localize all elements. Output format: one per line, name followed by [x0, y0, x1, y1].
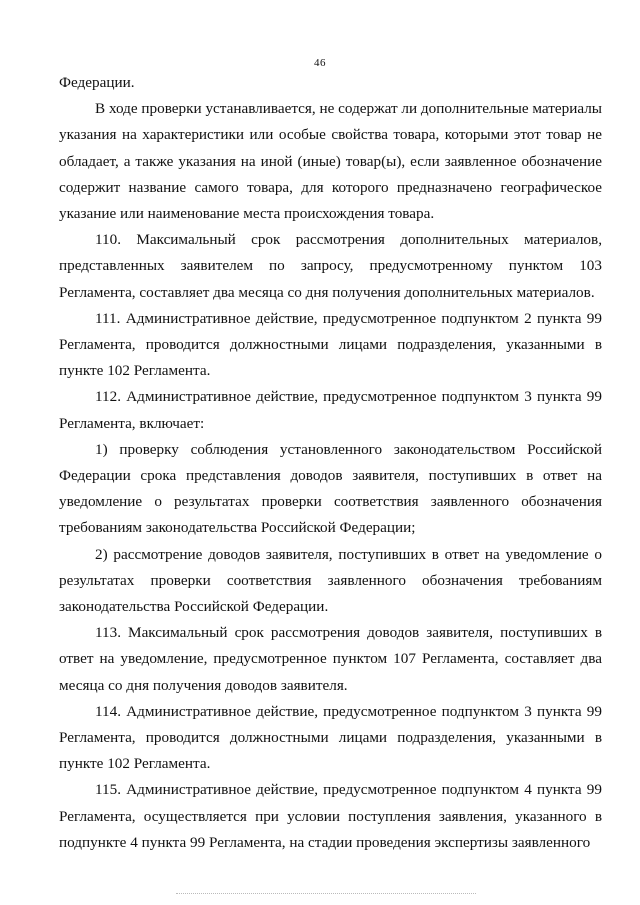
paragraph-114: 114. Административное действие, предусмотренное подпунктом 3 пункта 99 Регламента, проводится должностными лицами подразделения, указанными в пункте 102 Регламента.: [59, 702, 602, 773]
paragraph-verification: В ходе проверки устанавливается, не содержат ли дополнительные материалы указания на характеристики или особые свойства товара, которыми этот товар не обладает, а также указания на иной (иные) товар(ы), если заявленное обозначение содержит название самого товара, для которого предназначено географическое указание или наименование места происхождения товара.: [59, 100, 602, 223]
paragraph-continuation: Федерации.: [59, 74, 135, 91]
paragraph-110: 110. Максимальный срок рассмотрения дополнительных материалов, представленных заявителем по запросу, предусмотренному пунктом 103 Регламента, составляет два месяца со дня получения дополнительных материалов.: [59, 231, 602, 301]
paragraph-112-item-1: 1) проверку соблюдения установленного законодательством Российской Федерации срока представления доводов заявителя, поступивших в ответ на уведомление о результатах проверки соответствия заявленного обозначения требованиям законодательства Российской Федерации;: [59, 440, 602, 537]
scan-edge-divider: [176, 893, 476, 894]
paragraph-111: 111. Административное действие, предусмотренное подпунктом 2 пункта 99 Регламента, проводится должностными лицами подразделения, указанными в пункте 102 Регламента.: [59, 309, 602, 380]
paragraph-112-item-2: 2) рассмотрение доводов заявителя, поступивших в ответ на уведомление о результатах проверки соответствия заявленного обозначения требованиям законодательства Российской Федерации.: [59, 545, 602, 616]
paragraph-115: 115. Административное действие, предусмотренное подпунктом 4 пункта 99 Регламента, осуществляется при условии поступления заявления, указанного в подпункте 4 пункта 99 Регламента, на стадии проведения экспертизы заявленного: [59, 781, 602, 851]
page-number: 46: [314, 57, 326, 69]
paragraph-113: 113. Максимальный срок рассмотрения доводов заявителя, поступивших в ответ на уведомление, предусмотренное пунктом 107 Регламента, составляет два месяца со дня получения доводов заявителя.: [59, 624, 602, 694]
document-body: [59, 70, 602, 856]
paragraph-112: 112. Административное действие, предусмотренное подпунктом 3 пункта 99 Регламента, включает:: [59, 388, 602, 432]
